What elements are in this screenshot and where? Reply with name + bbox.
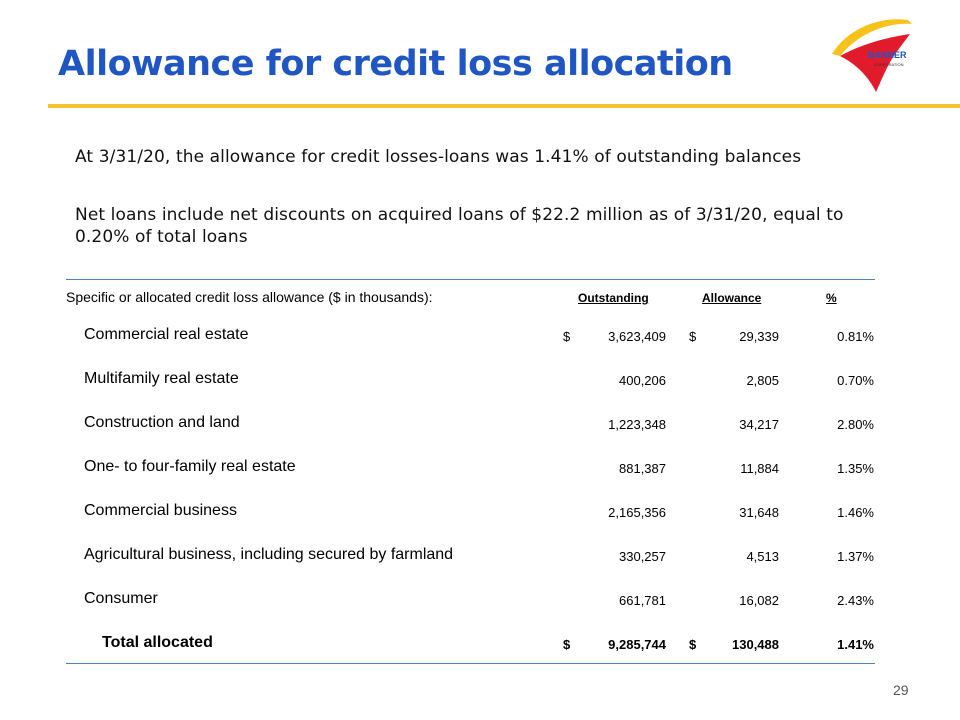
- page-number: 29: [893, 682, 909, 698]
- total-outstanding-value: 9,285,744: [608, 637, 666, 652]
- allowance-value: 4,513: [746, 549, 779, 564]
- percent-value: 2.80%: [837, 417, 874, 432]
- table-row: [0, 590, 960, 610]
- total-label: Total allocated: [102, 634, 213, 651]
- total-allowance-value: 130,488: [732, 637, 779, 652]
- logo-text: BANNER: [868, 50, 907, 60]
- row-label: Commercial real estate: [84, 326, 249, 343]
- row-label: Construction and land: [84, 414, 240, 431]
- percent-value: 1.37%: [837, 549, 874, 564]
- outstanding-value: 1,223,348: [608, 417, 666, 432]
- allowance-value: 34,217: [739, 417, 779, 432]
- table-row: [0, 458, 960, 478]
- outstanding-value: 661,781: [619, 593, 666, 608]
- net-loans-text: Net loans include net discounts on acquired loans of $22.2 million as of 3/31/20, equal to 0.20% of total loans: [75, 205, 844, 247]
- outstanding-value: 400,206: [619, 373, 666, 388]
- percent-value: 0.81%: [837, 329, 874, 344]
- percent-value: 1.35%: [837, 461, 874, 476]
- table-row: [0, 326, 960, 346]
- allowance-summary-text: At 3/31/20, the allowance for credit losses-loans was 1.41% of outstanding balances: [75, 147, 802, 167]
- allowance-value: 29,339: [739, 329, 779, 344]
- table-row: [0, 546, 960, 566]
- row-label: Commercial business: [84, 502, 237, 519]
- table-top-rule: [66, 279, 875, 280]
- table-row: [0, 414, 960, 434]
- dollar-sign: $: [563, 637, 571, 652]
- row-label: Agricultural business, including secured by farmland: [84, 546, 454, 563]
- allowance-value: 11,884: [740, 461, 779, 476]
- total-percent-value: 1.41%: [837, 637, 874, 652]
- dollar-sign: $: [689, 637, 697, 652]
- percent-value: 1.46%: [837, 505, 874, 520]
- banner-logo: [828, 14, 924, 96]
- allowance-value: 2,805: [746, 373, 779, 388]
- column-header-allowance: Allowance: [702, 291, 762, 305]
- outstanding-value: 881,387: [619, 461, 666, 476]
- page-title: Allowance for credit loss allocation: [58, 44, 733, 84]
- table-caption: Specific or allocated credit loss allowance ($ in thousands):: [66, 289, 433, 305]
- row-label: One- to four-family real estate: [84, 458, 296, 475]
- row-label: Multifamily real estate: [84, 370, 239, 387]
- allowance-value: 16,082: [739, 593, 779, 608]
- table-row: [0, 370, 960, 390]
- table-row: [0, 502, 960, 522]
- table-bottom-rule: [66, 663, 875, 664]
- column-header-percent: %: [826, 291, 837, 305]
- logo-subtext: CORPORATION: [874, 62, 904, 67]
- column-header-outstanding: Outstanding: [578, 291, 649, 305]
- percent-value: 0.70%: [837, 373, 874, 388]
- total-row: [0, 634, 960, 654]
- outstanding-value: 2,165,356: [608, 505, 666, 520]
- row-label: Consumer: [84, 590, 158, 607]
- dollar-sign: $: [563, 329, 571, 344]
- outstanding-value: 330,257: [619, 549, 666, 564]
- percent-value: 2.43%: [837, 593, 874, 608]
- dollar-sign: $: [689, 329, 697, 344]
- title-underline: [48, 104, 960, 108]
- allowance-value: 31,648: [739, 505, 779, 520]
- outstanding-value: 3,623,409: [608, 329, 666, 344]
